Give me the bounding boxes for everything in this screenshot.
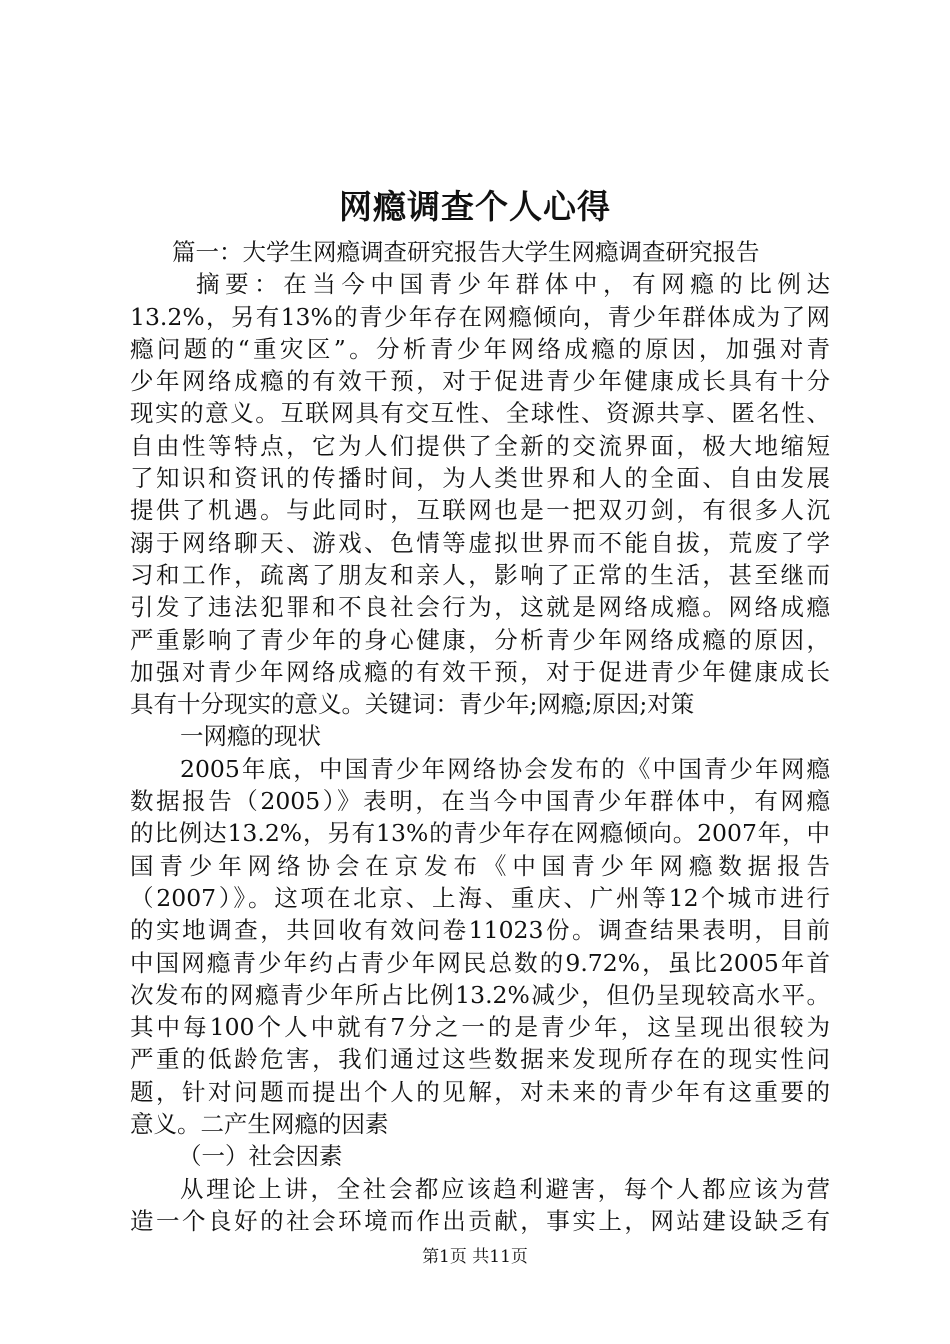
text-line: 提供了机遇。与此同时，互联网也是一把双刃剑，有很多人沉 (130, 496, 830, 525)
text-line: 溺于网络聊天、游戏、色情等虚拟世界而不能自拔，荒废了学 (130, 528, 830, 557)
text-line: 13.2%，另有13%的青少年存在网瘾倾向，青少年群体成为了网 (130, 302, 830, 331)
text-line: 严重的低龄危害，我们通过这些数据来发现所存在的现实性问 (130, 1045, 830, 1074)
text-line: （一）社会因素 (178, 1142, 343, 1171)
text-line: 严重影响了青少年的身心健康，分析青少年网络成瘾的原因， (130, 625, 830, 654)
text-line: 摘要：在当今中国青少年群体中，有网瘾的比例达 (196, 270, 830, 299)
text-line: 从理论上讲，全社会都应该趋利避害，每个人都应该为营 (180, 1174, 830, 1203)
text-line: 引发了违法犯罪和不良社会行为，这就是网络成瘾。网络成瘾 (130, 593, 830, 622)
text-line: 题，针对问题而提出个人的见解，对未来的青少年有这重要的 (130, 1077, 830, 1106)
text-line: 少年网络成瘾的有效干预，对于促进青少年健康成长具有十分 (130, 367, 830, 396)
text-line: 造一个良好的社会环境而作出贡献，事实上，网站建设缺乏有 (130, 1206, 830, 1235)
text-line: 其中每100个人中就有7分之一的是青少年，这呈现出很较为 (130, 1013, 830, 1042)
document-title: 网瘾调查个人心得 (339, 187, 611, 226)
text-line: 次发布的网瘾青少年所占比例13.2%减少，但仍呈现较高水平。 (130, 980, 830, 1009)
text-line: 瘾问题的“重灾区”。分析青少年网络成瘾的原因，加强对青 (130, 334, 830, 363)
text-line: 意义。二产生网瘾的因素 (130, 1110, 389, 1139)
text-line: 具有十分现实的意义。关键词：青少年;网瘾;原因;对策 (130, 690, 695, 719)
text-line: 自由性等特点，它为人们提供了全新的交流界面，极大地缩短 (130, 431, 830, 460)
text-line: 2005年底，中国青少年网络协会发布的《中国青少年网瘾 (180, 754, 830, 783)
text-line: 数据报告（2005）》表明，在当今中国青少年群体中，有网瘾 (130, 787, 830, 816)
text-line: 加强对青少年网络成瘾的有效干预，对于促进青少年健康成长 (130, 657, 830, 686)
text-line: 现实的意义。互联网具有交互性、全球性、资源共享、匿名性、 (130, 399, 830, 428)
text-line: 了知识和资讯的传播时间，为人类世界和人的全面、自由发展 (130, 464, 830, 493)
text-line: 国青少年网络协会在京发布《中国青少年网瘾数据报告 (130, 851, 830, 880)
text-line: 习和工作，疏离了朋友和亲人，影响了正常的生活，甚至继而 (130, 560, 830, 589)
text-line: 的比例达13.2%，另有13%的青少年存在网瘾倾向。2007年，中 (130, 819, 830, 848)
text-line: 的实地调查，共回收有效问卷11023份。调查结果表明，目前 (130, 916, 830, 945)
text-line: 一网瘾的现状 (180, 722, 321, 751)
text-line: （2007）》。这项在北京、上海、重庆、广州等12个城市进行 (130, 883, 830, 912)
text-line: 篇一：大学生网瘾调查研究报告大学生网瘾调查研究报告 (172, 238, 760, 266)
text-line: 中国网瘾青少年约占青少年网民总数的9.72%，虽比2005年首 (130, 948, 830, 977)
page-footer: 第1页 共11页 (422, 1247, 528, 1267)
document-body (130, 236, 830, 1237)
